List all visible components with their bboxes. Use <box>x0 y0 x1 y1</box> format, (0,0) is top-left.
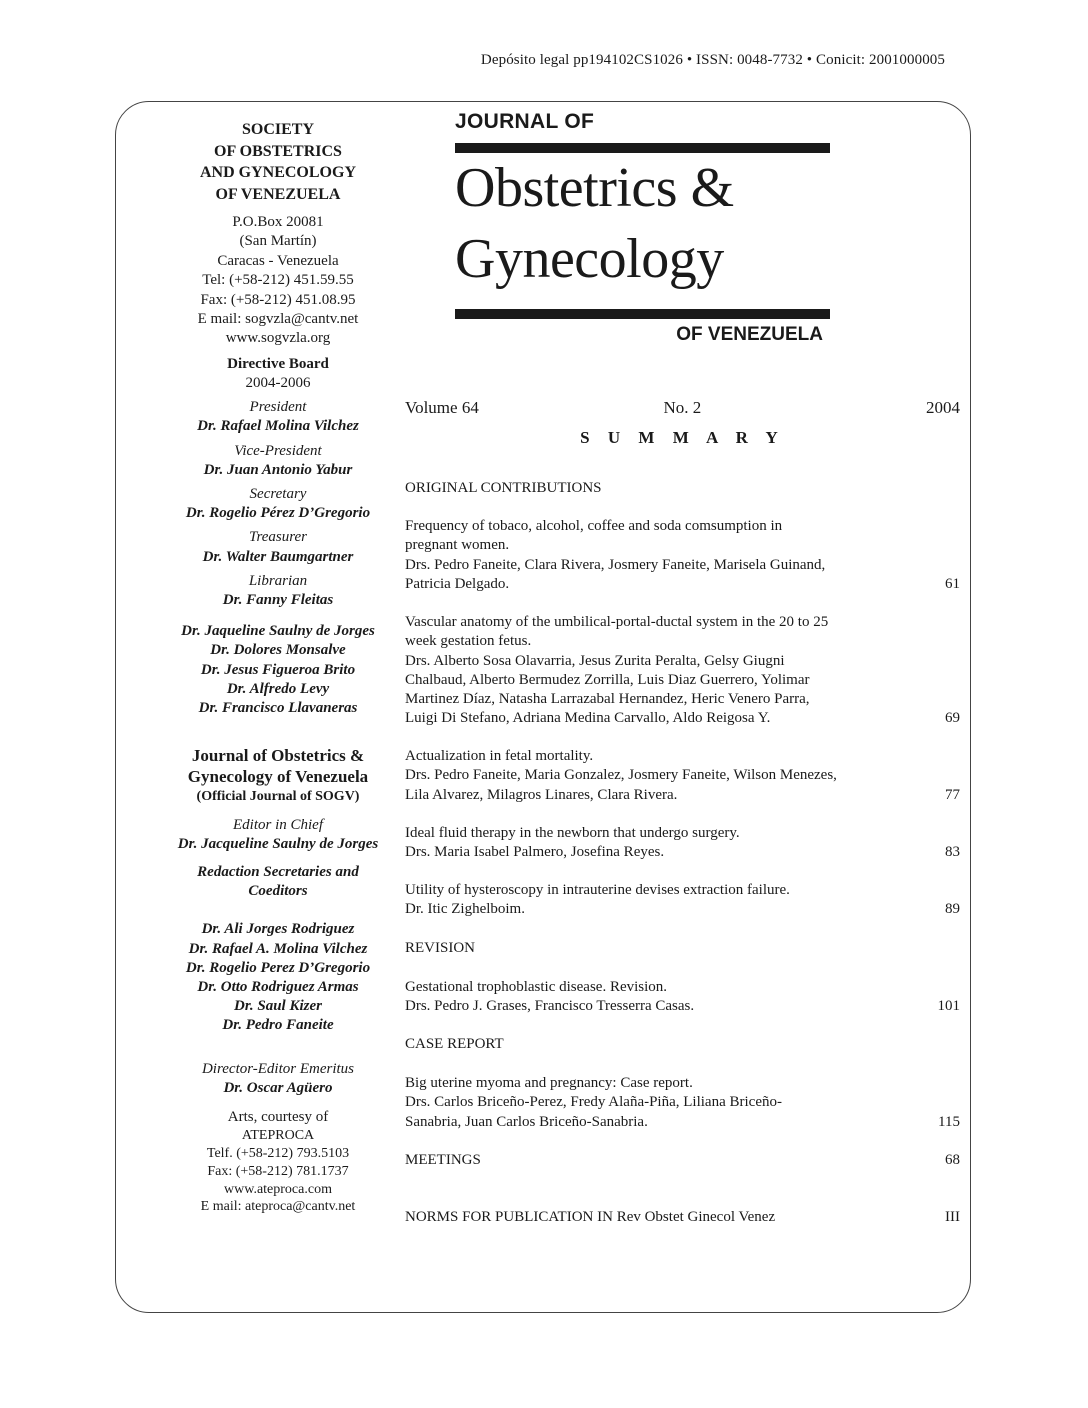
official-journal-note: (Official Journal of SOGV) <box>196 789 360 805</box>
masthead-title-line: Obstetrics & <box>455 157 734 219</box>
entry-line: Chalbaud, Alberto Bermudez Zorrilla, Luis Diaz Guerrero, Yolimar <box>405 671 810 688</box>
issue-number: No. 2 <box>663 398 702 417</box>
board-role: Librarian <box>248 572 308 589</box>
journal-title-line: Journal of Obstetrics & <box>191 746 365 766</box>
entry-page: 77 <box>945 786 960 803</box>
entry-line: Utility of hysteroscopy in intrauterine devises extraction failure. <box>405 882 790 898</box>
arts-company: ATEPROCA <box>241 1128 315 1144</box>
entry-line: Lila Alvarez, Milagros Linares, Clara Rivera. <box>405 786 678 803</box>
toc-entry <box>405 613 960 729</box>
entry-page: 115 <box>938 1113 960 1130</box>
masthead-title <box>455 153 734 295</box>
society-line: SOCIETY <box>241 121 315 138</box>
redaction-role <box>118 863 438 901</box>
coeditor: Dr. Saul Kizer <box>234 998 322 1015</box>
board-title: Directive Board <box>227 355 329 372</box>
issue-year: 2004 <box>925 398 960 417</box>
emeritus-role: Director-Editor Emeritus <box>201 1060 355 1077</box>
journal-title-line: Gynecology of Venezuela <box>187 767 369 787</box>
board-person: Dr. Juan Antonio Yabur <box>203 461 353 478</box>
board-member: Dr. Alfredo Levy <box>226 680 330 697</box>
contact-pobox: P.O.Box 20081 <box>232 214 324 230</box>
arts-fax: Fax: (+58-212) 781.1737 <box>207 1163 349 1179</box>
coeditor: Dr. Otto Rodriguez Armas <box>197 978 359 995</box>
section-case-report: CASE REPORT <box>405 1036 504 1052</box>
board-role: Vice-President <box>234 442 322 459</box>
arts-line: Arts, courtesy of <box>227 1108 329 1125</box>
entry-line: Drs. Carlos Briceño-Perez, Fredy Alaña-Piña, Liliana Briceño- <box>405 1094 782 1111</box>
entry-page: 68 <box>945 1152 960 1168</box>
board-member: Dr. Jesus Figueroa Brito <box>200 661 356 678</box>
entry-line: Gestational trophoblastic disease. Revision. <box>405 979 668 995</box>
masthead-of-venezuela: OF VENEZUELA <box>676 324 823 345</box>
entry-page: 69 <box>945 710 960 727</box>
left-column <box>118 119 438 1216</box>
emeritus-name: Dr. Oscar Agüero <box>223 1079 333 1096</box>
issue-volume: Volume 64 <box>405 398 479 417</box>
contact-phone: Tel: (+58-212) 451.59.55 <box>202 272 354 289</box>
board-members <box>118 622 438 718</box>
society-line: OF VENEZUELA <box>215 185 341 203</box>
editor-name: Dr. Jacqueline Saulny de Jorges <box>177 835 379 852</box>
toc-entry <box>405 881 960 920</box>
board-member: Dr. Francisco Llavaneras <box>198 700 358 717</box>
contact-website: www.sogvzla.org <box>225 330 331 347</box>
entry-line: week gestation fetus. <box>405 633 532 650</box>
legal-deposit-line: Depósito legal pp194102CS1026 • ISSN: 0048-7732 • Conicit: 2001000005 <box>480 52 945 68</box>
entry-line: Ideal fluid therapy in the newborn that undergo surgery. <box>405 825 740 841</box>
redaction-role-line: Coeditors <box>248 883 308 900</box>
society-name <box>118 119 438 205</box>
entry-line: Dr. Itic Zighelboim. <box>405 901 525 918</box>
coeditor: Dr. Rafael A. Molina Vilchez <box>188 940 368 957</box>
entry-line: Drs. Alberto Sosa Olavarria, Jesus Zurita Peralta, Gelsy Giugni <box>405 652 785 669</box>
toc-meetings <box>405 1151 960 1170</box>
summary-heading: S U M M A R Y <box>580 428 785 447</box>
arts-email: E mail: ateproca@cantv.net <box>200 1199 356 1215</box>
board-person: Dr. Rogelio Pérez D’Gregorio <box>185 505 371 522</box>
meetings-label: MEETINGS <box>405 1152 481 1168</box>
arts-phone: Telf. (+58-212) 793.5103 <box>206 1145 350 1161</box>
section-original-contributions: ORIGINAL CONTRIBUTIONS <box>405 480 602 496</box>
society-line: OF OBSTETRICS <box>214 142 342 160</box>
coeditors-list <box>118 920 438 1035</box>
contact-city: Caracas - Venezuela <box>217 252 339 269</box>
coeditor: Dr. Rogelio Perez D’Gregorio <box>185 959 371 976</box>
entry-line: Vascular anatomy of the umbilical-portal-ductal system in the 20 to 25 <box>405 614 829 630</box>
masthead-bottom-rule <box>455 309 830 319</box>
board-person: Dr. Walter Baumgartner <box>202 548 354 565</box>
contact-fax: Fax: (+58-212) 451.08.95 <box>200 291 356 308</box>
toc-norms <box>405 1208 960 1227</box>
entry-line: Patricia Delgado. <box>405 575 510 592</box>
toc-entry <box>405 1074 960 1132</box>
entry-line: Big uterine myoma and pregnancy: Case report. <box>405 1075 693 1091</box>
society-line: AND GYNECOLOGY <box>199 164 356 181</box>
editor-role: Editor in Chief <box>233 816 323 833</box>
toc-entry <box>405 978 960 1017</box>
masthead-top-rule <box>455 143 830 153</box>
masthead-journal-of: JOURNAL OF <box>455 110 595 133</box>
board-role: Treasurer <box>248 529 308 546</box>
entry-page: III <box>945 1209 960 1225</box>
contact-district: (San Martín) <box>239 233 317 250</box>
contact-email: E mail: sogvzla@cantv.net <box>197 311 359 328</box>
toc-entry <box>405 824 960 863</box>
entry-line: Drs. Pedro Faneite, Clara Rivera, Josmery Faneite, Marisela Guinand, <box>405 556 826 573</box>
entry-page: 61 <box>945 575 960 592</box>
board-person: Dr. Rafael Molina Vilchez <box>197 418 359 435</box>
entry-page: 89 <box>945 901 960 918</box>
redaction-role-line: Redaction Secretaries and <box>197 863 359 880</box>
entry-line: Frequency of tobaco, alcohol, coffee and soda comsumption in <box>405 518 783 534</box>
entry-line: Drs. Pedro Faneite, Maria Gonzalez, Josmery Faneite, Wilson Menezes, <box>405 767 837 784</box>
board-member: Dr. Dolores Monsalve <box>210 642 346 659</box>
board-role: President <box>249 399 307 416</box>
section-revision: REVISION <box>405 940 475 956</box>
board-person: Dr. Fanny Fleitas <box>222 592 334 609</box>
coeditor: Dr. Ali Jorges Rodriguez <box>201 921 355 938</box>
entry-line: pregnant women. <box>405 537 510 554</box>
toc-entry <box>405 517 960 594</box>
coeditor: Dr. Pedro Faneite <box>222 1017 334 1034</box>
toc-entry <box>405 747 960 805</box>
masthead-title-line: Gynecology <box>455 228 724 290</box>
entry-page: 101 <box>937 998 960 1015</box>
entry-line: Actualization in fetal mortality. <box>405 748 594 764</box>
entry-line: Martinez Díaz, Natasha Larrazabal Hernandez, Heric Venero Parra, <box>405 691 810 708</box>
entry-line: Drs. Pedro J. Grases, Francisco Tresserra Casas. <box>405 998 695 1015</box>
arts-credit <box>118 1108 438 1216</box>
journal-title-block <box>118 745 438 787</box>
board-years: 2004-2006 <box>245 375 311 392</box>
arts-website: www.ateproca.com <box>224 1181 332 1197</box>
entry-page: 83 <box>945 844 960 861</box>
society-contact <box>118 213 438 349</box>
board-member: Dr. Jaqueline Saulny de Jorges <box>181 623 375 640</box>
issue-info <box>405 398 960 418</box>
entry-line: Luigi Di Stefano, Adriana Medina Carvallo, Aldo Reigosa Y. <box>405 710 771 727</box>
norms-label: NORMS FOR PUBLICATION IN Rev Obstet Ginecol Venez <box>405 1209 776 1225</box>
board-role: Secretary <box>249 486 307 503</box>
entry-line: Sanabria, Juan Carlos Briceño-Sanabria. <box>405 1113 648 1130</box>
entry-line: Drs. Maria Isabel Palmero, Josefina Reyes. <box>405 844 665 861</box>
